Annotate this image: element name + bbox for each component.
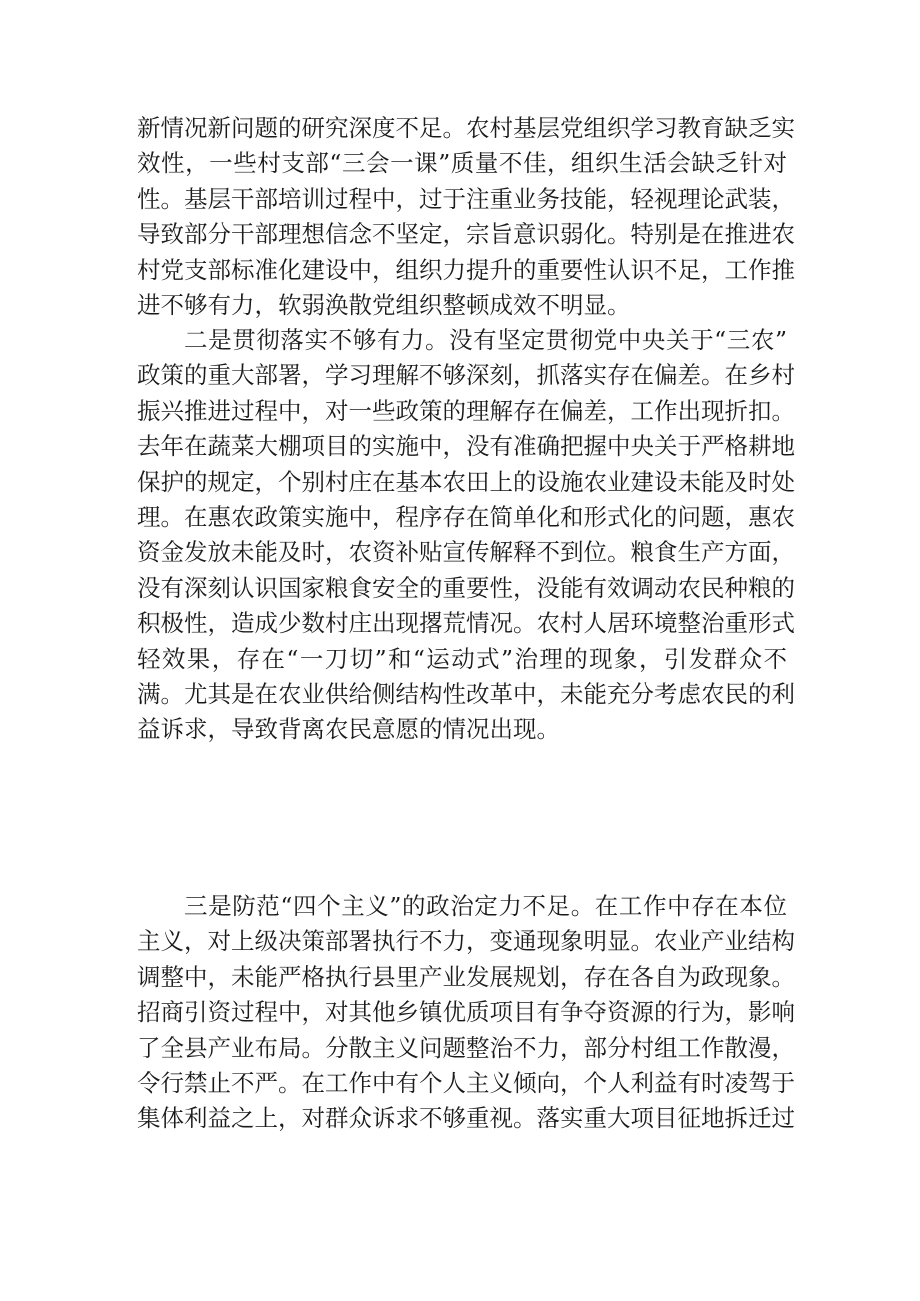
paragraph-3: [137, 889, 795, 1137]
paragraph-line: 性。基层干部培训过程中，过于注重业务技能，轻视理论武装，: [137, 184, 795, 213]
paragraph-line: 积极性，造成少数村庄出现撂荒情况。农村人居环境整治重形式: [137, 609, 795, 638]
paragraph-line: 振兴推进过程中，对一些政策的理解存在偏差，工作出现折扣。: [137, 396, 795, 425]
paragraph-line: 调整中，未能严格执行县里产业发展规划，存在各自为政现象。: [137, 962, 795, 991]
paragraph-line: 理。在惠农政策实施中，程序存在简单化和形式化的问题，惠农: [137, 502, 795, 531]
paragraph-line: 令行禁止不严。在工作中有个人主义倾向，个人利益有时凌驾于: [137, 1068, 795, 1097]
paragraph-line: 政策的重大部署，学习理解不够深刻，抓落实存在偏差。在乡村: [137, 361, 795, 390]
paragraph-line: 保护的规定，个别村庄在基本农田上的设施农业建设未能及时处: [137, 467, 795, 496]
paragraph-line: 轻效果，存在“一刀切”和“运动式”治理的现象，引发群众不: [137, 644, 787, 673]
paragraph-line: 主义，对上级决策部署执行不力，变通现象明显。农业产业结构: [137, 927, 795, 956]
paragraph-line: 进不够有力，软弱涣散党组织整顿成效不明显。: [137, 290, 631, 319]
paragraph-line: 二是贯彻落实不够有力。没有坚定贯彻党中央关于“三农”: [184, 326, 787, 354]
paragraph-line: 村党支部标准化建设中，组织力提升的重要性认识不足，工作推: [137, 255, 795, 284]
paragraph-line: 新情况新问题的研究深度不足。农村基层党组织学习教育缺乏实: [137, 114, 795, 142]
paragraph-line: 效性，一些村支部“三会一课”质量不佳，组织生活会缺乏针对: [137, 149, 787, 178]
paragraph-line: 满。尤其是在农业供给侧结构性改革中，未能充分考虑农民的利: [137, 679, 795, 708]
paragraph-1: [137, 111, 795, 323]
paragraph-2: [137, 323, 795, 748]
paragraph-line: 了全县产业布局。分散主义问题整治不力，部分村组工作散漫，: [137, 1033, 795, 1062]
paragraph-line: 没有深刻认识国家粮食安全的重要性，没能有效调动农民种粮的: [137, 573, 795, 602]
paragraph-line: 去年在蔬菜大棚项目的实施中，没有准确把握中央关于严格耕地: [137, 432, 795, 461]
paragraph-line: 资金发放未能及时，农资补贴宣传解释不到位。粮食生产方面，: [137, 538, 795, 567]
paragraph-line: 导致部分干部理想信念不坚定，宗旨意识弱化。特别是在推进农: [137, 220, 795, 249]
paragraph-line: 集体利益之上，对群众诉求不够重视。落实重大项目征地拆迁过: [137, 1104, 795, 1133]
paragraph-line: 三是防范“四个主义”的政治定力不足。在工作中存在本位: [184, 892, 787, 920]
paragraph-line: 益诉求，导致背离农民意愿的情况出现。: [137, 715, 560, 744]
paragraph-line: 招商引资过程中，对其他乡镇优质项目有争夺资源的行为，影响: [137, 998, 795, 1027]
